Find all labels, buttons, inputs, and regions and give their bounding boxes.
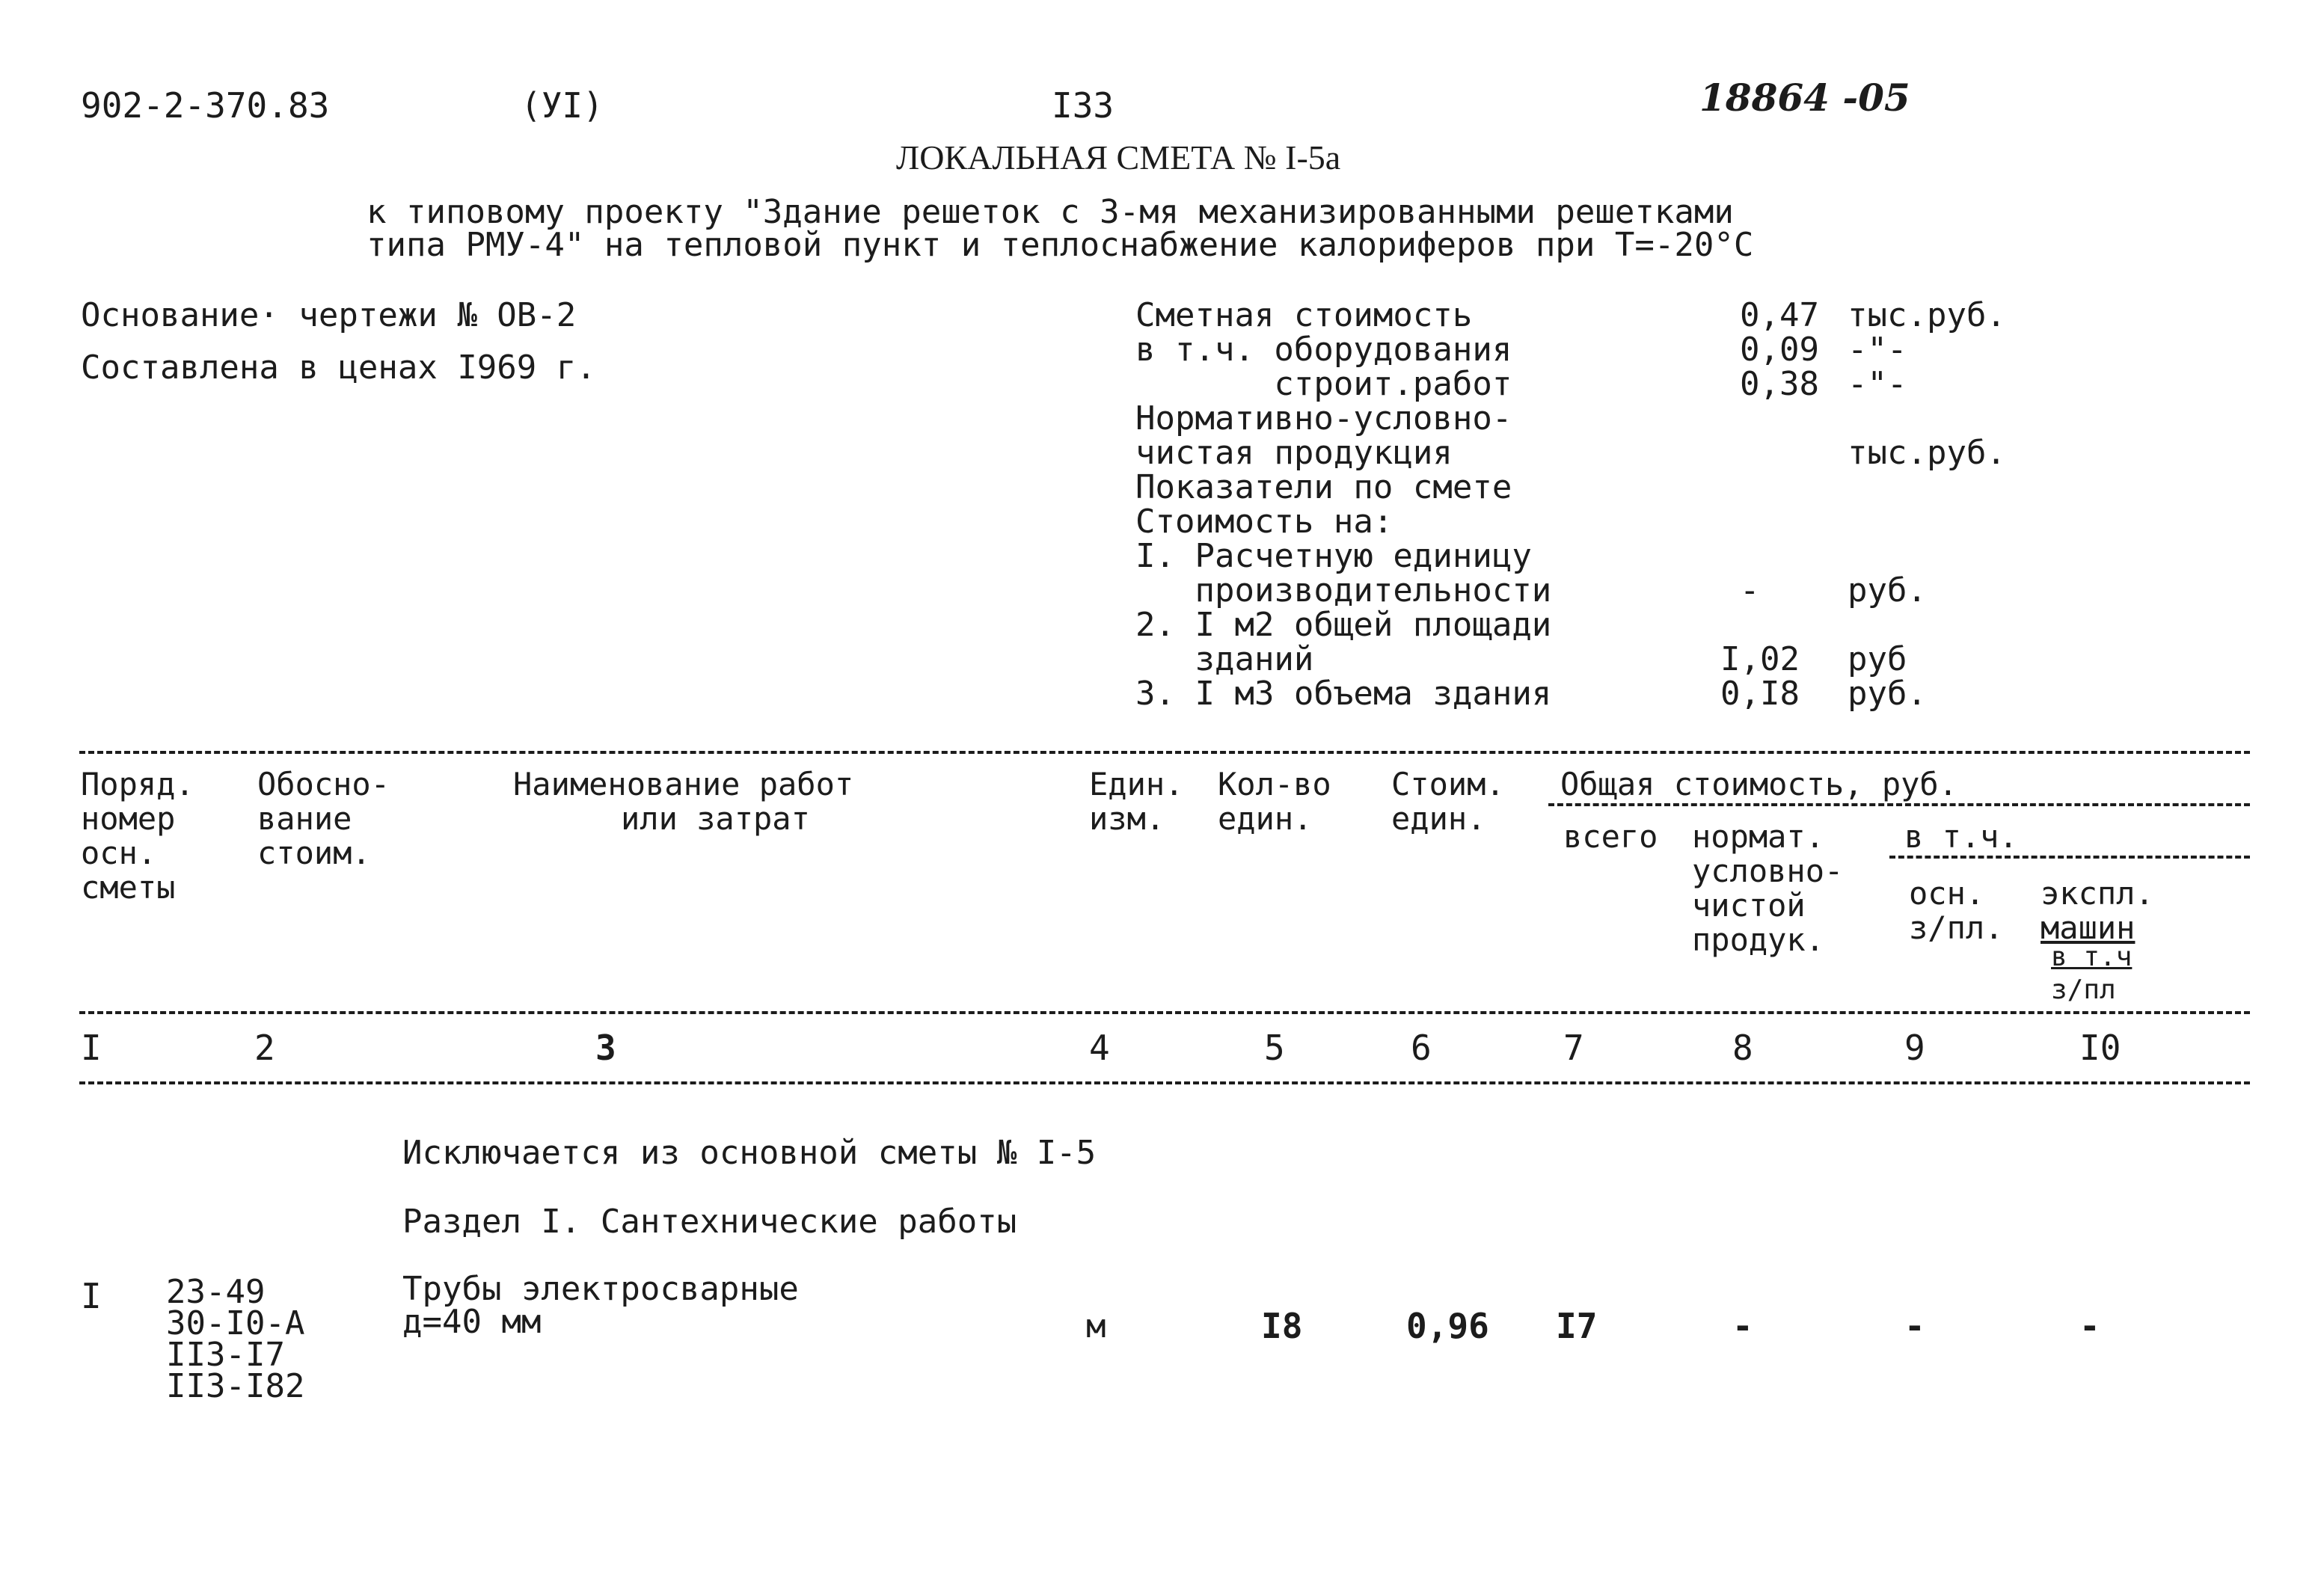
basis-code: 23-49: [166, 1273, 266, 1311]
header-text: един.: [1391, 800, 1486, 837]
column-number: 5: [1264, 1028, 1285, 1068]
basis-code: II3-I82: [166, 1367, 305, 1405]
header-text: Един.: [1089, 766, 1184, 802]
column-number: I: [81, 1028, 102, 1068]
header-text: Обосно-: [257, 766, 390, 802]
row-machines: -: [2079, 1306, 2100, 1346]
summary-unit: руб.: [1848, 675, 1927, 713]
summary-value: 0,47: [1740, 296, 1819, 334]
basis-code: 30-I0-А: [166, 1304, 305, 1342]
summary-label: I. Расчетную единицу: [1135, 537, 1532, 575]
numbers-bottom-rule: [79, 1081, 2250, 1084]
column-number: 3: [595, 1028, 616, 1068]
header-text: з/пл.: [1909, 909, 2004, 946]
section-title: Раздел I. Сантехнические работы: [402, 1203, 1017, 1241]
document-code: 902-2-370.83: [81, 85, 330, 126]
summary-label: Показатели по смете: [1135, 468, 1512, 506]
header-text: Стоим.: [1391, 766, 1505, 802]
summary-unit: тыс.руб.: [1848, 434, 2006, 472]
summary-label: зданий: [1135, 640, 1314, 678]
summary-unit: тыс.руб.: [1848, 296, 2006, 334]
column-number: 7: [1563, 1028, 1584, 1068]
header-text: машин: [2041, 909, 2136, 946]
summary-unit: -"-: [1848, 331, 1907, 369]
album-number: (УI): [521, 85, 604, 126]
header-text: осн.: [1909, 875, 1985, 912]
header-text: сметы: [81, 869, 176, 906]
basis-code: II3-I7: [166, 1336, 285, 1374]
row-number: I: [81, 1276, 102, 1316]
header-text: Кол-во: [1218, 766, 1331, 802]
column-number: 8: [1732, 1028, 1753, 1068]
total-cost-rule: [1548, 803, 2250, 806]
summary-label: строит.работ: [1135, 365, 1512, 403]
column-number: 4: [1089, 1028, 1110, 1068]
header-text: номер: [81, 800, 176, 837]
column-number: 2: [254, 1028, 275, 1068]
row-name-line: д=40 мм: [402, 1303, 542, 1341]
header-text: един.: [1218, 800, 1313, 837]
summary-label: в т.ч. оборудования: [1135, 331, 1512, 369]
handwritten-number: 18864 -05: [1699, 76, 1910, 120]
header-text: продук.: [1692, 921, 1825, 958]
summary-label: Нормативно-условно-: [1135, 399, 1512, 438]
column-number: 6: [1411, 1028, 1432, 1068]
header-text: з/пл: [2051, 974, 2116, 1005]
incl-rule: [1889, 856, 2250, 859]
summary-unit: -"-: [1848, 365, 1907, 403]
summary-label: Стоимость на:: [1135, 503, 1394, 541]
header-text: стоим.: [257, 835, 371, 871]
header-text: осн.: [81, 835, 157, 871]
summary-value: 0,09: [1740, 331, 1819, 369]
column-number: I0: [2079, 1028, 2121, 1068]
header-text: Наименование работ: [513, 766, 854, 802]
row-base-salary: -: [1904, 1306, 1925, 1346]
summary-label: 2. I м2 общей площади: [1135, 606, 1552, 644]
header-text: экспл.: [2041, 875, 2154, 912]
table-top-rule: [79, 751, 2250, 754]
row-unit-cost: 0,96: [1406, 1306, 1489, 1346]
summary-label: чистая продукция: [1135, 434, 1453, 472]
row-total: I7: [1556, 1306, 1598, 1346]
header-col7: всего: [1563, 818, 1658, 855]
excluded-note: Исключается из основной сметы № I-5: [402, 1134, 1097, 1172]
header-incl: в т.ч.: [1904, 818, 2018, 855]
page-number: I33: [1052, 85, 1115, 126]
header-text: нормат.: [1692, 818, 1825, 855]
row-normative: -: [1732, 1306, 1753, 1346]
summary-value: 0,I8: [1720, 675, 1800, 713]
header-text: изм.: [1089, 800, 1165, 837]
header-text: условно-: [1692, 853, 1844, 889]
header-total-cost: Общая стоимость, руб.: [1560, 766, 1958, 802]
row-quantity: I8: [1261, 1306, 1303, 1346]
basis-prices: Составлена в ценах I969 г.: [81, 349, 596, 387]
header-text: вание: [257, 800, 352, 837]
summary-unit: руб.: [1848, 571, 1927, 610]
summary-label: Сметная стоимость: [1135, 296, 1473, 334]
subtitle-line-2: типа РМУ-4" на тепловой пункт и теплоснабжение калориферов при Т=-20°С: [367, 226, 1754, 264]
header-text: чистой: [1692, 887, 1806, 924]
summary-value: 0,38: [1740, 365, 1819, 403]
basis-drawings: Основание· чертежи № ОВ-2: [81, 296, 577, 334]
summary-value: -: [1740, 571, 1760, 610]
header-text: Поряд.: [81, 766, 194, 802]
subtitle-line-1: к типовому проекту "Здание решеток с 3-мя механизированными решетками: [367, 193, 1734, 231]
document-title: ЛОКАЛЬНАЯ СМЕТА № I-5а: [896, 138, 1341, 177]
header-text: в т.ч: [2051, 942, 2133, 972]
row-unit: м: [1086, 1307, 1106, 1345]
column-number: 9: [1904, 1028, 1925, 1068]
header-text: или затрат: [621, 800, 810, 837]
summary-label: производительности: [1135, 571, 1552, 610]
summary-unit: руб: [1848, 640, 1907, 678]
row-name-line: Трубы электросварные: [402, 1270, 799, 1308]
summary-value: I,02: [1720, 640, 1800, 678]
summary-label: 3. I м3 объема здания: [1135, 675, 1552, 713]
header-bottom-rule: [79, 1011, 2250, 1014]
